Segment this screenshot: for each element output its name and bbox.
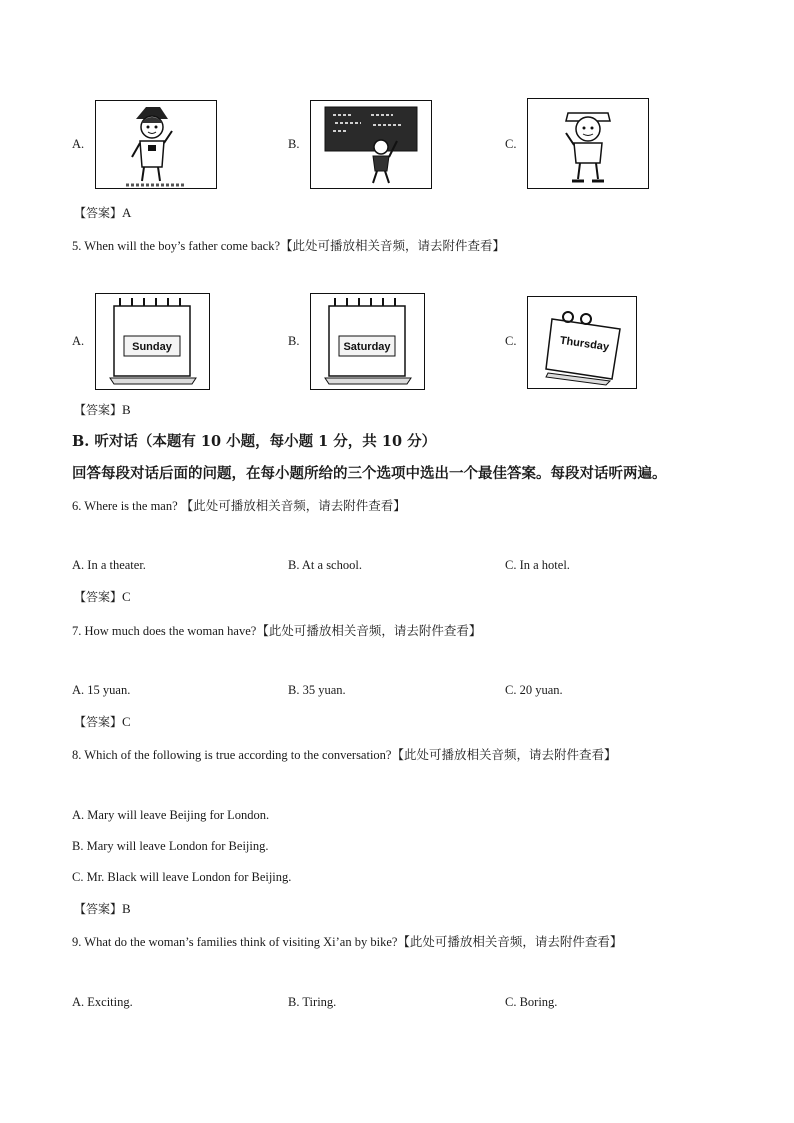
answer-label: 【答案】 xyxy=(74,902,123,916)
calendar-icon xyxy=(528,297,636,388)
q9-option-c: C. Boring. xyxy=(505,995,558,1009)
q7-text: 7. How much does the woman have?【此处可播放相关音频，请去附件查看】 xyxy=(72,624,482,638)
q4-image-b xyxy=(310,100,432,189)
q5-image-b xyxy=(310,293,425,390)
q5-answer xyxy=(74,401,131,418)
q4-option-b: B. xyxy=(288,137,300,151)
q9-option-a: A. Exciting. xyxy=(72,995,133,1009)
answer-value: B xyxy=(122,402,131,417)
q4-image-a xyxy=(95,100,217,189)
calendar-icon xyxy=(311,294,424,389)
q5-option-a: A. xyxy=(72,334,85,348)
q6-option-a: A. In a theater. xyxy=(72,558,146,572)
q5-image-c xyxy=(527,296,637,389)
q7-option-a: A. 15 yuan. xyxy=(72,683,131,697)
q7-answer xyxy=(74,713,131,730)
calendar-icon xyxy=(96,294,209,389)
q8-option-a: A. Mary will leave Beijing for London. xyxy=(72,808,270,822)
q7-option-b: B. 35 yuan. xyxy=(288,683,346,697)
worker-with-cap-icon xyxy=(528,99,648,188)
q8-option-c: C. Mr. Black will leave London for Beijing. xyxy=(72,870,292,884)
calendar-label-c: Thursday xyxy=(559,334,610,354)
calendar-label-b: Saturday xyxy=(343,341,391,353)
q5-text: 5. When will the boy’s father come back?【此处可播放相关音频，请去附件查看】 xyxy=(72,239,506,253)
q9-text: 9. What do the woman’s families think of visiting Xi’an by bike?【此处可播放相关音频，请去附件查看】 xyxy=(72,935,623,949)
answer-label: 【答案】 xyxy=(74,403,123,417)
answer-value: B xyxy=(122,901,131,916)
q6-text: 6. Where is the man? 【此处可播放相关音频，请去附件查看】 xyxy=(72,499,406,513)
q4-option-c: C. xyxy=(505,137,517,151)
q9-option-b: B. Tiring. xyxy=(288,995,337,1009)
q6-option-c: C. In a hotel. xyxy=(505,558,570,572)
q6-answer xyxy=(74,588,131,605)
answer-label: 【答案】 xyxy=(74,715,123,729)
q5-option-c: C. xyxy=(505,334,517,348)
q8-answer xyxy=(74,900,131,917)
answer-value: C xyxy=(122,589,131,604)
answer-label: 【答案】 xyxy=(74,206,123,220)
calendar-label-a: Sunday xyxy=(132,341,172,353)
nurse-icon xyxy=(96,101,216,188)
q8-text: 8. Which of the following is true according to the conversation?【此处可播放相关音频，请去附件查看】 xyxy=(72,748,617,762)
q7-option-c: C. 20 yuan. xyxy=(505,683,563,697)
section-b-title: B. 听对话（本题有 10 小题，每小题 1 分，共 10 分） xyxy=(72,433,437,450)
answer-label: 【答案】 xyxy=(74,590,123,604)
q5-option-b: B. xyxy=(288,334,300,348)
q8-option-b: B. Mary will leave London for Beijing. xyxy=(72,839,269,853)
q6-option-b: B. At a school. xyxy=(288,558,362,572)
teacher-at-blackboard-icon xyxy=(311,101,431,188)
answer-value: C xyxy=(122,714,131,729)
section-b-instruction: 回答每段对话后面的问题，在每小题所给的三个选项中选出一个最佳答案。每段对话听两遍。 xyxy=(72,465,667,482)
q4-option-a: A. xyxy=(72,137,85,151)
q4-image-c xyxy=(527,98,649,189)
q4-answer xyxy=(74,204,131,221)
q5-image-a xyxy=(95,293,210,390)
answer-value: A xyxy=(122,205,132,220)
